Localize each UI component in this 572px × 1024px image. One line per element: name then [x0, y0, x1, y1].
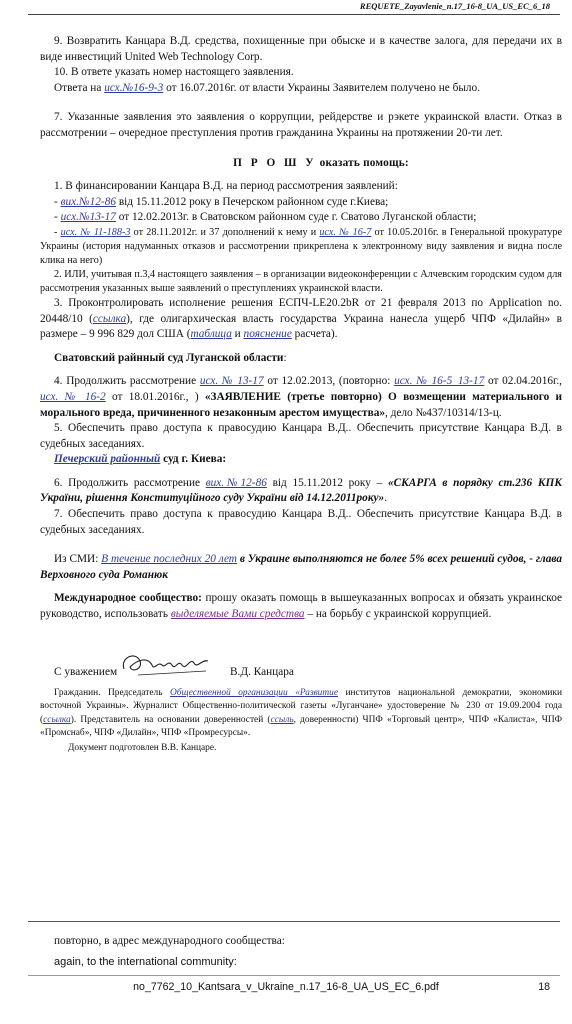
colon: : [283, 351, 287, 364]
document-reference-header: REQUETE_Zayavlenie_n.17_16-8_UA_US_EC_6_18 [359, 1, 550, 11]
international-post: – на борьбу с украинской коррупцией. [304, 608, 492, 621]
request-4-pre: 4. Продолжить рассмотрение [54, 375, 200, 388]
header-divider [28, 14, 560, 15]
request-1b-text: от 12.02.2013г. в Сватовском районном суде г. Сватово Луганской области; [115, 211, 477, 224]
bio-press-link[interactable]: ссылка [43, 714, 71, 725]
request-3-link-explanation[interactable]: пояснение [243, 328, 292, 341]
request-6-claim: «СКАРГА в порядку ст.236 КПК України, рішення Конституційного суду України від 14.12.2011року» [40, 476, 562, 505]
request-4-link2[interactable]: исх. № 16-5_13-17 [394, 375, 485, 388]
request-rest: оказать помощь: [316, 156, 409, 169]
request-7: 7. Обеспечить право доступа к правосудию Канцара В.Д.. Обеспечить присутствие Канцара В.Д. в судебных заседаниях. [40, 508, 562, 536]
request-1a [40, 195, 562, 211]
request-1: 1. В финансировании Канцара В.Д. на период рассмотрения заявлений: [54, 180, 398, 193]
answer-note [40, 81, 562, 97]
request-3-pre: 3. Проконтролировать исполнение решения ЕСПЧ-LE20.2bR от 21 февраля 2013 по Application no. 20448/10 ( [40, 296, 562, 325]
dash: - [54, 195, 61, 208]
answer-link[interactable]: исх.№16-9-3 [104, 81, 164, 94]
request-4-mid3: от 18.01.2016г., ) [105, 390, 205, 403]
request-6 [40, 476, 562, 507]
regards-text: С уважением [54, 665, 118, 678]
court-pechersk-name: суд г. Киева: [160, 453, 227, 466]
bio-pre: Гражданин. Председатель [54, 687, 171, 698]
bio-post: , доверенности) ЧПФ «Торговый центр», ЧПФ «Калиста», ЧПФ «Промснаб», ЧПФ «Дилайн», ЧПФ «Промресурсы». [40, 714, 562, 739]
author-bio [40, 687, 562, 741]
repeat-note-ru: повторно, в адрес международного сообщества: [54, 935, 285, 947]
court-pechersk-heading [40, 452, 562, 468]
signature-block [40, 653, 562, 679]
dash: - [54, 211, 61, 224]
dash: - [54, 226, 61, 238]
request-6-link[interactable]: вих.№12-86 [205, 476, 267, 489]
international-appeal [40, 591, 562, 622]
request-3-post: расчета). [291, 328, 338, 341]
request-1a-link[interactable]: вих.№12-86 [60, 195, 116, 208]
media-quote-text: в Украине выполняются не более 5% всех решений судов, - глава Верховного суда Романюк [40, 553, 562, 581]
request-1a-text: від 15.11.2012 року в Печерском районном суде г.Киева; [116, 195, 389, 208]
answer-pre: Ответа на [54, 81, 105, 94]
request-1b-link[interactable]: исх.№13-17 [60, 211, 116, 224]
request-1c-text: от 10.05.2016г. в Генеральной прокуратуре Украины (история надуманных отказов и рассмотрении прикреплена к электронному виду заявления и видна после клика на него) [40, 226, 562, 266]
request-1b [40, 210, 562, 226]
item-10: 10. В ответе указать номер настоящего заявления. [54, 66, 294, 79]
request-2: 2. ИЛИ, учитывая п.3,4 настоящего заявления – в организации видеоконференции с Алчевским городским судом для рассмотрения указанных выше заявлений о преступлениях украинской власти. [40, 268, 562, 294]
page-footer-divider [28, 975, 560, 976]
media-quote [40, 552, 562, 583]
handwritten-signature [118, 647, 214, 681]
request-4-post: , дело №437/10314/13-ц. [385, 406, 502, 419]
item-9: 9. Возвратить Канцара В.Д. средства, похищенные при обыске и в качестве залога, для передачи их в виде инвестиций United Web Technology Corp. [40, 35, 562, 63]
document-body [40, 34, 562, 757]
request-3-mid: ), где олигархическая власть государства Украина нанесла ущерб ЧПФ «Дилайн» в размере – 9 996 829 дол США ( [40, 312, 562, 341]
request-1c-mid: от 28.11.2012г. и 37 дополнений к нему и [130, 226, 320, 238]
period: . [384, 492, 388, 505]
footer-divider [28, 921, 560, 922]
request-word: П Р О Ш У [233, 156, 317, 169]
repeat-note-en: again, to the international community: [54, 956, 237, 968]
request-3-link-ref[interactable]: ссылка [92, 312, 127, 325]
request-3-and: и [231, 328, 244, 341]
request-4-link3[interactable]: исх. № 16-2 [40, 390, 106, 403]
court-svatovo-heading [40, 351, 562, 367]
request-1c-link2[interactable]: исх. № 16-7 [319, 226, 372, 238]
request-4-claim: «ЗАЯВЛЕНИЕ (третье повторно) О возмещении материального и морального вреда, причиненного незаконным арестом имущества» [40, 390, 563, 419]
bio-proxy-link[interactable]: ссыль [270, 714, 294, 725]
request-5: 5. Обеспечить право доступа к правосудию Канцара В.Д.. Обеспечить присутствие Канцара В.Д. в судебных заседаниях. [40, 422, 562, 450]
court-svatovo-name: Сватовский райнный суд Луганской области [54, 351, 284, 364]
request-4-link1[interactable]: исх. № 13-17 [199, 375, 264, 388]
international-mid: прошу оказать помощь в вышеуказанных вопросах и обязать украинское руководство, использовать [40, 592, 563, 621]
international-label: Международное сообщество: [54, 592, 202, 605]
page-number: 18 [538, 981, 550, 993]
bio-mid1: институтов национальной демократии, экономики восточной Украины». Журналист Общественно-политической газеты «Луганчане» удостоверение № 230 от 19.09.2004 года ( [40, 687, 562, 725]
media-link[interactable]: В течение последних 20 лет [101, 553, 237, 566]
international-funds-link[interactable]: выделяемые Вами средства [170, 608, 305, 621]
item-7-statement: 7. Указанные заявления это заявления о коррупции, рейдерстве и рэкете украинской власти. Отказ в рассмотрении – очередное преступления против гражданина Украины на протяжении 20-ти лет. [40, 111, 562, 139]
prepared-by: Документ подготовлен В.В. Канцаре. [68, 743, 217, 753]
request-4 [40, 374, 562, 421]
request-6-pre: 6. Продолжить рассмотрение [54, 476, 206, 489]
request-6-mid: від 15.11.2012 року – [266, 476, 388, 489]
request-1c [40, 226, 562, 268]
request-3-link-table[interactable]: таблица [190, 328, 232, 341]
request-3 [40, 296, 562, 343]
footer-filename: no_7762_10_Kantsara_v_Ukraine_n.17_16-8_UA_US_EC_6.pdf [133, 981, 439, 993]
request-4-mid1: от 12.02.2013, (повторно: [263, 375, 395, 388]
request-1c-link[interactable]: исх. № 11-188-3 [60, 226, 131, 238]
signer-name: В.Д. Канцара [230, 665, 294, 678]
request-4-mid2: от 02.04.2016г., [484, 375, 562, 388]
bio-org-link[interactable]: Общественной организации «Развитие [170, 687, 338, 698]
bio-mid2: ). Представитель на основании доверенностей ( [70, 714, 271, 725]
media-pre: Из СМИ: [54, 553, 102, 566]
answer-post: от 16.07.2016г. от власти Украины Заявителем получено не было. [163, 81, 481, 94]
court-pechersk-link[interactable]: Печерский районный [54, 453, 161, 466]
request-heading [40, 156, 562, 172]
